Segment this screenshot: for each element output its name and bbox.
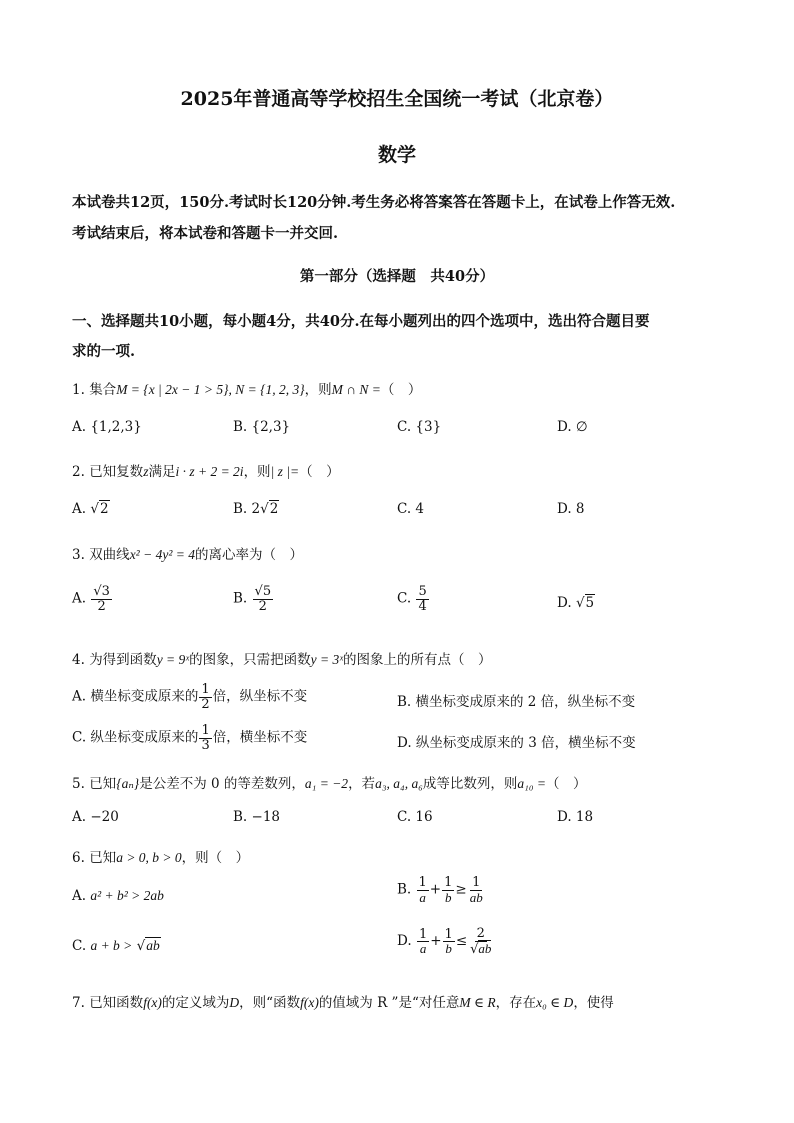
question-text: 的值域为 R ”是“对任意 xyxy=(318,995,460,1011)
question-1 xyxy=(72,378,421,398)
sqrt: √2 xyxy=(260,501,279,517)
question-6 xyxy=(72,846,249,866)
sqrt: √2 xyxy=(90,501,109,517)
sqrt: √ab xyxy=(136,938,160,954)
fraction: $\frac{√3}{2}$ xyxy=(93,584,110,614)
question-number: 1. xyxy=(72,382,85,398)
question-text: 已知函数 xyxy=(89,995,144,1011)
math-variable: D xyxy=(229,995,240,1010)
question-text: 满足 xyxy=(148,464,176,480)
option-a: A. $\frac{√3}{2}$ xyxy=(72,584,110,614)
option-a: A. 横坐标变成原来的 $\frac{1}{2}$ 倍，纵坐标不变 xyxy=(72,682,308,712)
math-expression: x² − 4y² = 4 xyxy=(129,547,195,562)
option-a: A. {1,2,3} xyxy=(72,419,142,435)
math-expression: a₃, a₄, a₆ xyxy=(375,776,423,791)
instructions-line-2: 求的一项. xyxy=(72,343,136,360)
fraction: $\frac{1}{2}$ xyxy=(201,682,210,712)
notice-line-2: 考试结束后，将本试卷和答题卡一并交回. xyxy=(72,225,339,242)
option-c: C. 纵坐标变成原来的 $\frac{1}{3}$ 倍，横坐标不变 xyxy=(72,723,308,753)
question-text: 已知复数 xyxy=(89,464,144,480)
math-expression: a + b > xyxy=(90,938,133,953)
fraction: $\frac{√5}{2}$ xyxy=(254,584,272,614)
question-text: ，则“函数 xyxy=(239,995,301,1011)
question-5 xyxy=(72,772,587,792)
option-b: B. 横坐标变成原来的 2 倍，纵坐标不变 xyxy=(397,694,636,710)
option-d: D. √5 xyxy=(557,595,595,611)
option-a: A. √2 xyxy=(72,501,109,517)
question-text: ，存在 xyxy=(495,995,537,1011)
option-a: A. a² + b² > 2ab xyxy=(72,888,164,904)
question-number: 5. xyxy=(72,776,85,792)
math-expression: M ∈ R xyxy=(459,995,496,1010)
fraction: $\frac{1}{b}$ xyxy=(444,875,453,905)
option-c: C. {3} xyxy=(397,419,442,435)
math-expression: a₁ = −2 xyxy=(304,776,349,791)
question-number: 3. xyxy=(72,547,85,563)
question-text: ，则 xyxy=(304,382,332,398)
option-b: B. {2,3} xyxy=(233,419,291,435)
question-number: 4. xyxy=(72,652,85,668)
question-text: 的定义域为 xyxy=(161,995,230,1011)
math-expression: M = {x | 2x − 1 > 5}, N = {1, 2, 3} xyxy=(116,382,305,397)
question-2 xyxy=(72,460,340,480)
option-b: B. $\frac{1}{a}$ + $\frac{1}{b}$ ≥ $\frac{1}{ab}$ xyxy=(397,875,483,905)
math-expression: y = 9ˣ xyxy=(156,652,190,667)
math-expression: f(x) xyxy=(300,995,319,1010)
option-a: A. −20 xyxy=(72,809,119,825)
question-number: 7. xyxy=(72,995,85,1011)
fraction: $\frac{1}{a}$ xyxy=(418,926,428,957)
question-text: 的离心率为（ ） xyxy=(195,547,303,563)
notice-line-1: 本试卷共12页，150分.考试时长120分钟.考生务必将答案答在答题卡上，在试卷上作答无效. xyxy=(72,194,676,211)
math-expression: y = 3ˣ xyxy=(310,652,344,667)
answer-blank: （ ） xyxy=(380,382,422,398)
math-expression: M ∩ N = xyxy=(331,382,381,397)
option-c: C. 16 xyxy=(397,809,433,825)
option-b: B. $\frac{√5}{2}$ xyxy=(233,584,272,614)
question-text: 成等比数列，则 xyxy=(422,776,518,792)
option-b: B. 2√2 xyxy=(233,501,279,517)
fraction: $\frac{2}{√ab}$ xyxy=(470,926,492,957)
fraction: $\frac{1}{a}$ xyxy=(418,875,427,905)
math-expression: {aₙ} xyxy=(116,776,140,791)
option-c: C. a + b > √ab xyxy=(72,938,160,954)
question-text: 已知 xyxy=(89,850,117,866)
option-c: C. 4 xyxy=(397,501,425,517)
question-text: 的图象上的所有点（ ） xyxy=(343,652,492,668)
fraction: $\frac{5}{4}$ xyxy=(418,584,427,614)
sqrt: √5 xyxy=(575,595,595,611)
math-expression: a² + b² > 2ab xyxy=(90,888,164,903)
fraction: $\frac{1}{3}$ xyxy=(201,723,210,753)
math-variable: z xyxy=(143,464,149,479)
question-text: 是公差不为 0 的等差数列， xyxy=(139,776,305,792)
math-expression: | z |= xyxy=(270,464,300,479)
part-heading: 第一部分（选择题 共40分） xyxy=(299,268,495,285)
option-c: C. $\frac{5}{4}$ xyxy=(397,584,427,614)
subject-title: 数学 xyxy=(377,144,416,166)
math-expression: x₀ ∈ D xyxy=(536,995,574,1010)
option-d: D. $\frac{1}{a}$ + $\frac{1}{b}$ ≤ $\frac{2}{√ab}$ xyxy=(397,926,492,957)
question-number: 6. xyxy=(72,850,85,866)
answer-blank: （ ） xyxy=(299,464,340,480)
math-expression: f(x) xyxy=(143,995,162,1010)
math-expression: a₁₀ = xyxy=(517,776,547,791)
fraction: $\frac{1}{b}$ xyxy=(444,926,453,957)
instructions-line-1: 一、选择题共10小题，每小题4分，共40分.在每小题列出的四个选项中，选出符合题目要 xyxy=(72,313,650,330)
fraction: $\frac{1}{ab}$ xyxy=(469,875,483,905)
math-expression: i · z + 2 = 2i xyxy=(175,464,244,479)
question-text: ，则 xyxy=(243,464,271,480)
question-text: ，则（ ） xyxy=(181,850,250,866)
question-text: ，使得 xyxy=(573,995,614,1011)
question-text: 为得到函数 xyxy=(89,652,157,668)
option-d: D. ∅ xyxy=(557,419,588,435)
option-d: D. 8 xyxy=(557,501,585,517)
question-number: 2. xyxy=(72,464,85,480)
option-b: B. −18 xyxy=(233,809,280,825)
option-d: D. 纵坐标变成原来的 3 倍，横坐标不变 xyxy=(397,735,636,751)
question-text: 已知 xyxy=(89,776,117,792)
answer-blank: （ ） xyxy=(546,776,587,792)
question-4 xyxy=(72,648,492,668)
exam-title: 2025年普通高等学校招生全国统一考试（北京卷） xyxy=(180,88,614,110)
question-3 xyxy=(72,543,303,563)
math-expression: a > 0, b > 0 xyxy=(116,850,182,865)
question-text: 的图象，只需把函数 xyxy=(189,652,311,668)
question-text: ，若 xyxy=(348,776,376,792)
question-text: 集合 xyxy=(89,382,117,398)
question-7 xyxy=(72,991,614,1011)
question-text: 双曲线 xyxy=(89,547,130,563)
option-d: D. 18 xyxy=(557,809,594,825)
